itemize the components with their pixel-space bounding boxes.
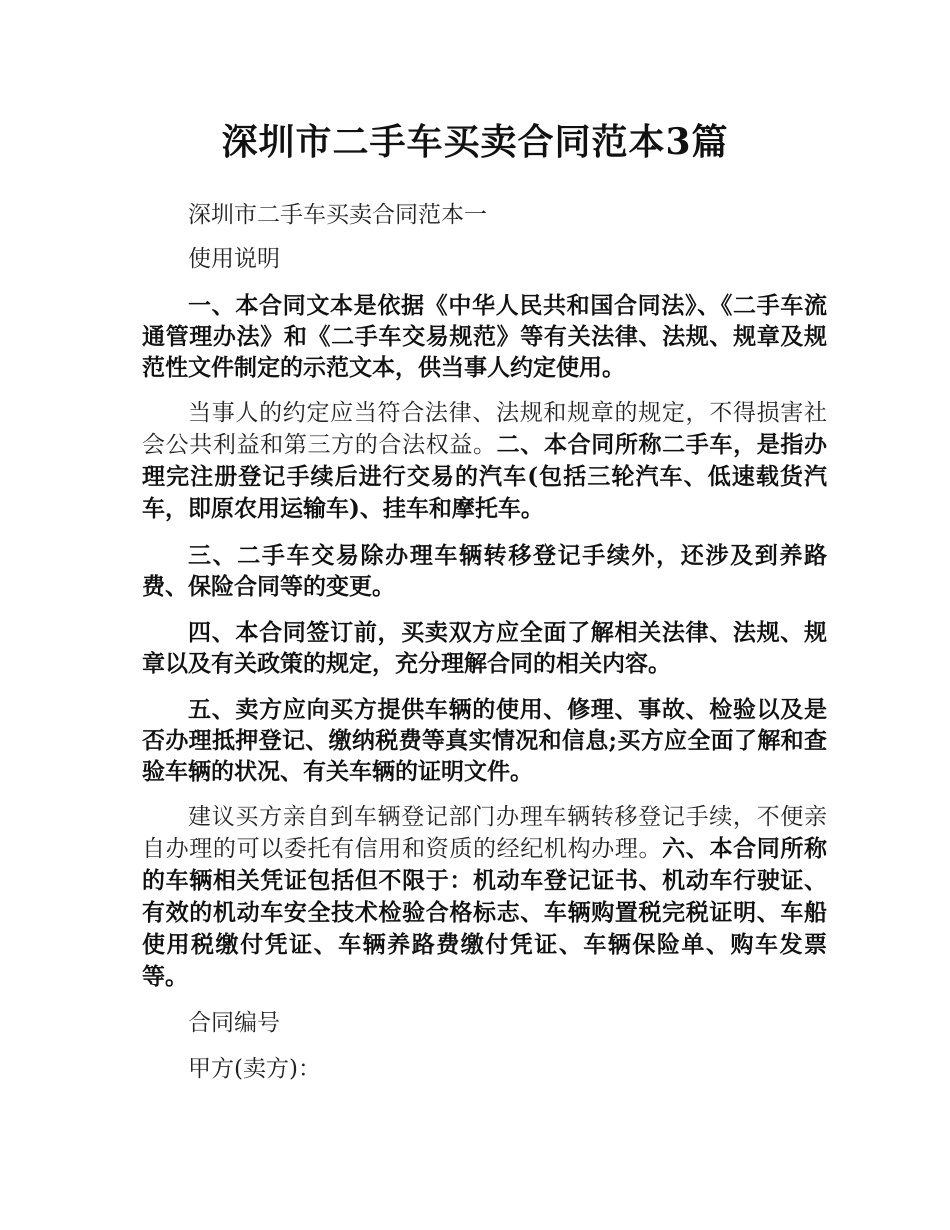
document-title: 深圳市二手车买卖合同范本3篇 [221, 121, 729, 163]
document-body [142, 200, 827, 1099]
contract-number-label: 合同编号 [188, 1010, 280, 1036]
usage-note-1: 当事人的约定应当符合法律、法规和规章的规定，不得损害社会公共利益和第三方的合法权益。 [142, 400, 827, 458]
usage-heading: 使用说明 [188, 246, 280, 272]
party-a-label: 甲方(卖方)： [188, 1056, 321, 1082]
usage-item-2: 二、本合同所称二手车，是指办理完注册登记手续后进行交易的汽车(包括三轮汽车、低速载货汽车，即原农用运输车)、挂车和摩托车。 [142, 431, 828, 522]
usage-paragraph-note-and-item-6 [142, 802, 827, 993]
usage-item-6: 六、本合同所称的车辆相关凭证包括但不限于：机动车登记证书、机动车行驶证、有效的机动车安全技术检验合格标志、车辆购置税完税证明、车船使用税缴付凭证、车辆养路费缴付凭证、车辆保险单、购车发票等。 [142, 835, 828, 990]
usage-item-1: 一、本合同文本是依据《中华人民共和国合同法》、《二手车流通管理办法》和《二手车交易规范》等有关法律、法规、规章及规范性文件制定的示范文本，供当事人约定使用。 [142, 292, 827, 381]
usage-note-2: 建议买方亲自到车辆登记部门办理车辆转移登记手续，不便亲自办理的可以委托有信用和资质的经纪机构办理。 [142, 804, 827, 862]
usage-item-4: 四、本合同签订前，买卖双方应全面了解相关法律、法规、规章以及有关政策的规定，充分理解合同的相关内容。 [142, 619, 827, 677]
usage-paragraph-note-and-item-2 [142, 398, 827, 525]
section-subtitle: 深圳市二手车买卖合同范本一 [188, 202, 487, 228]
usage-item-5: 五、卖方应向买方提供车辆的使用、修理、事故、检验以及是否办理抵押登记、缴纳税费等真实情况和信息;买方应全面了解和查验车辆的状况、有关车辆的证明文件。 [142, 696, 827, 785]
usage-item-3: 三、二手车交易除办理车辆转移登记手续外，还涉及到养路费、保险合同等的变更。 [142, 542, 827, 600]
